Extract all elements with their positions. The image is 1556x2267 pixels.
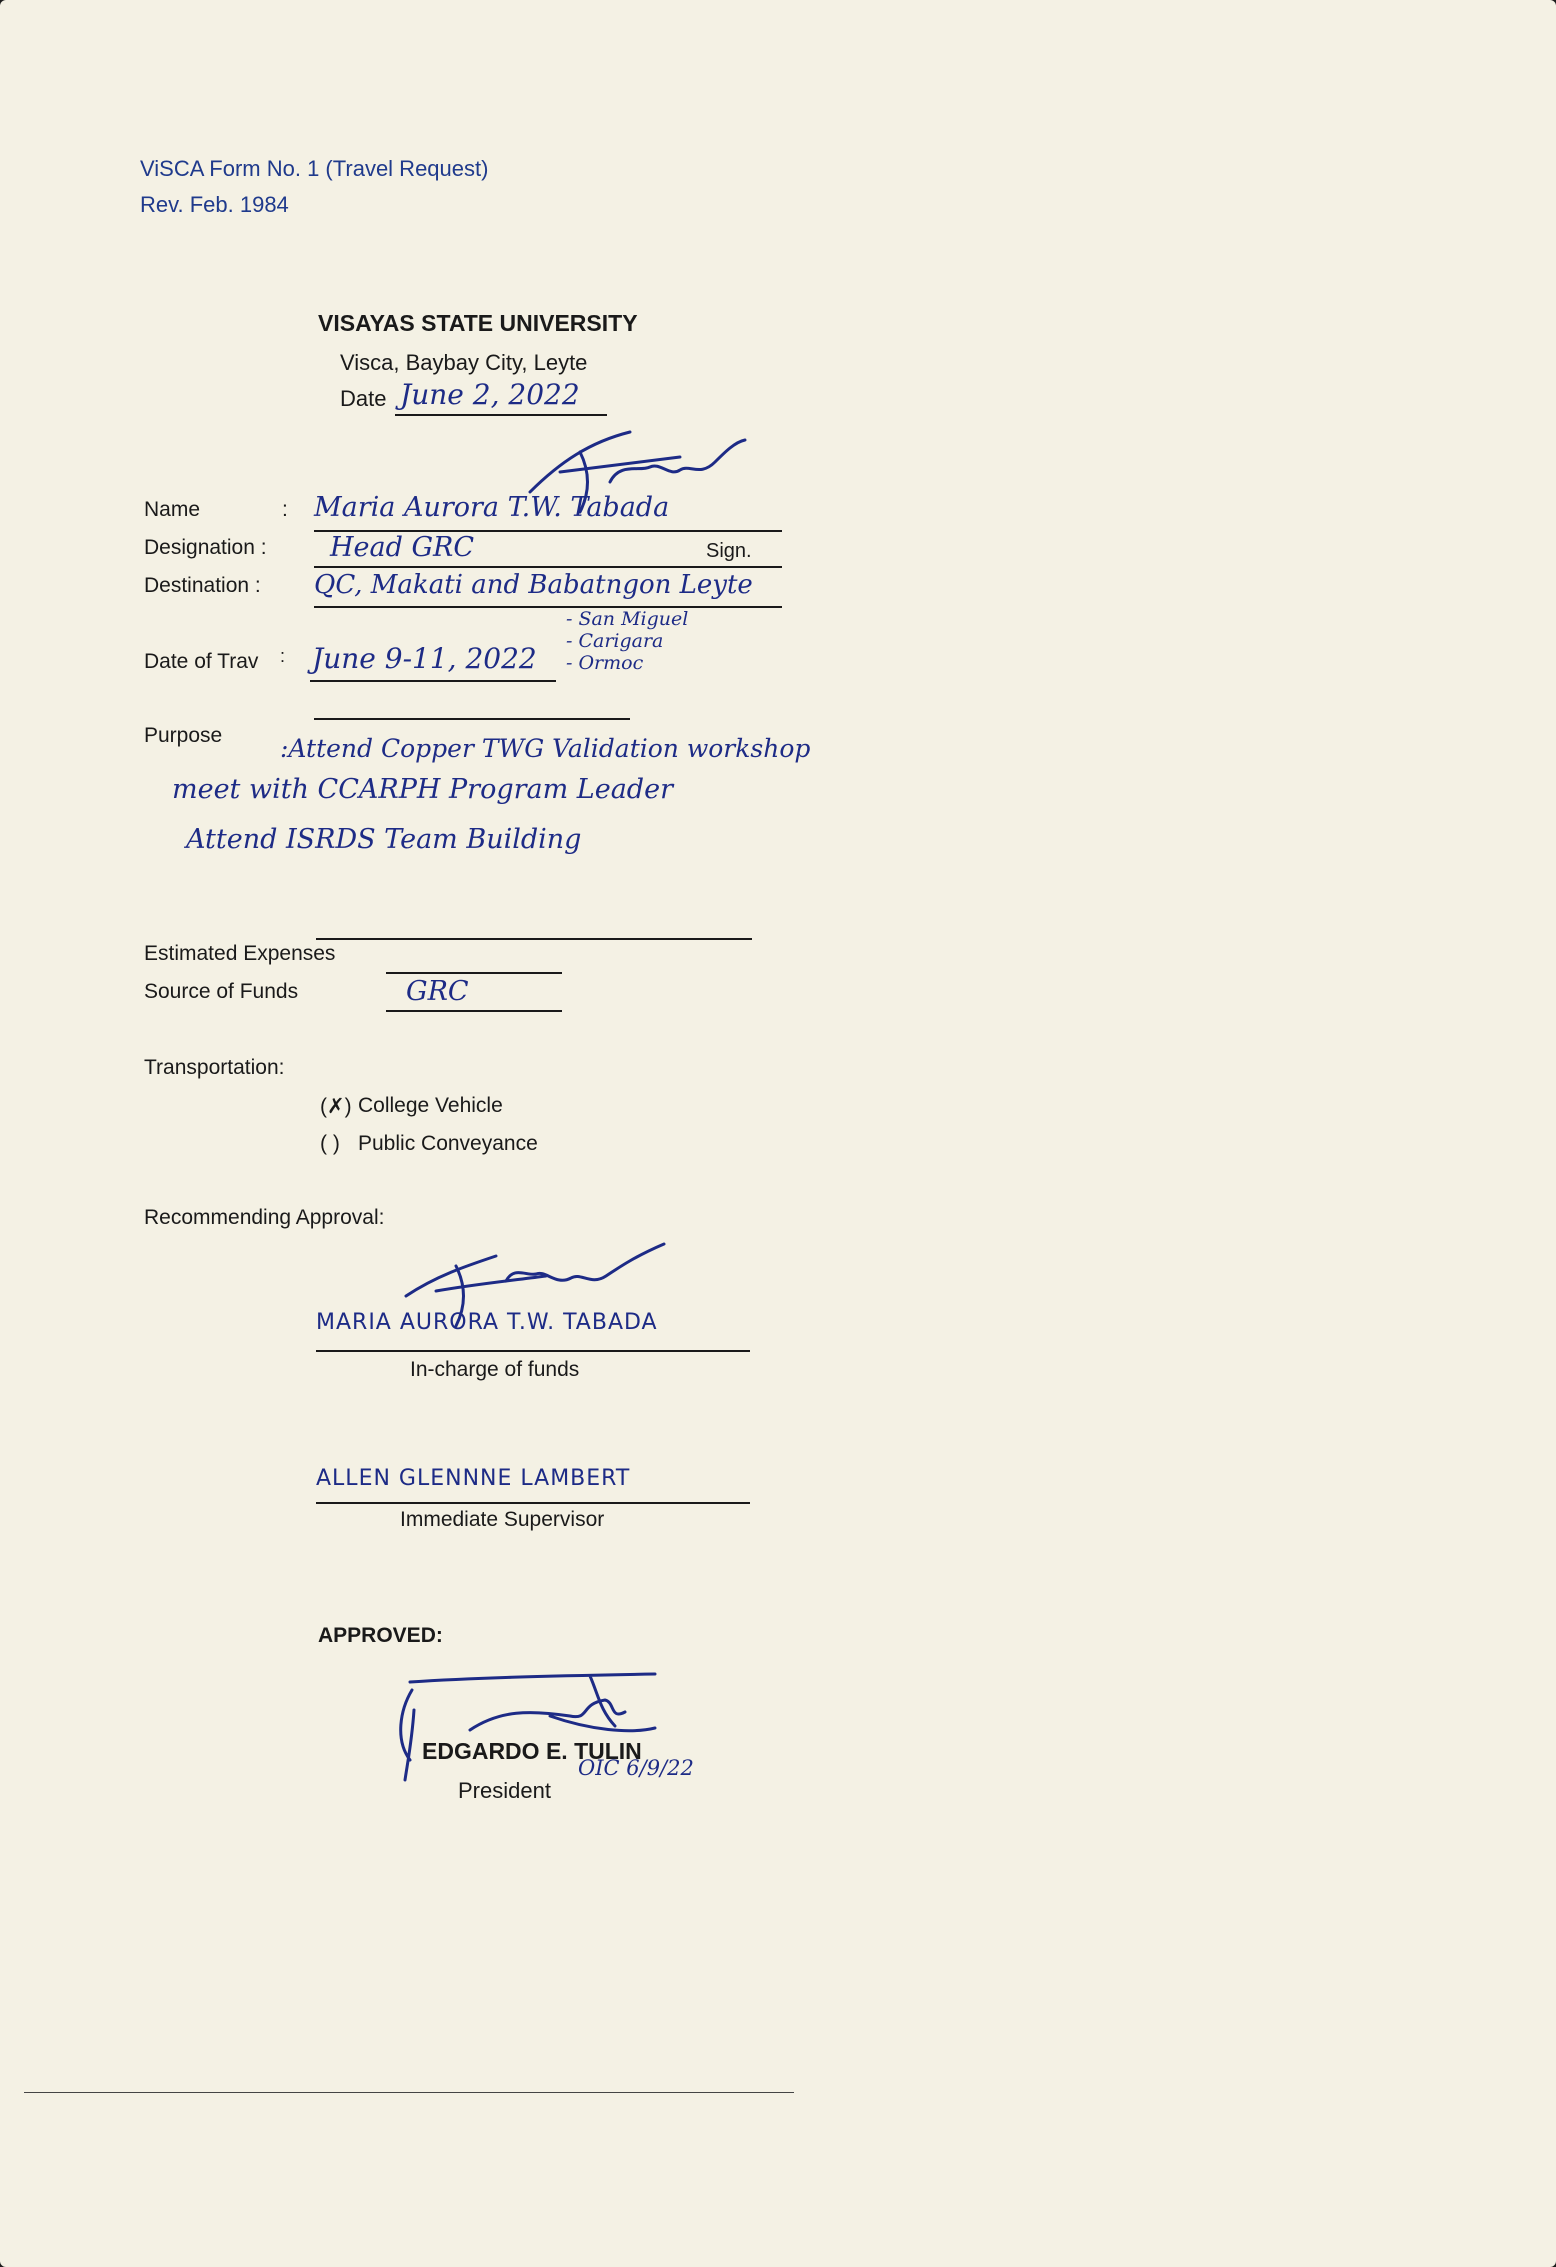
university-address: Visca, Baybay City, Leyte	[340, 350, 588, 375]
source-of-funds-line	[386, 1010, 562, 1012]
transport-public-label: Public Conveyance	[358, 1132, 538, 1155]
designation-value: Head GRC	[330, 532, 475, 563]
name-colon: :	[282, 498, 288, 521]
designation-line	[314, 566, 782, 568]
date-of-travel-value: June 9-11, 2022	[312, 642, 537, 675]
approved-label: APPROVED:	[318, 1624, 443, 1647]
designation-label: Designation :	[144, 536, 267, 559]
purpose-line-2: meet with CCARPH Program Leader	[172, 774, 673, 805]
destination-note-1: - San Miguel	[566, 608, 689, 630]
sign-label: Sign.	[706, 540, 752, 562]
transport-public-mark[interactable]: ( )	[320, 1132, 340, 1155]
source-of-funds-label: Source of Funds	[144, 980, 299, 1003]
name-label: Name	[144, 498, 201, 521]
blank-line-1	[314, 718, 630, 720]
recommender-1-line	[316, 1350, 750, 1352]
recommender-2-name: ALLEN GLENNNE LAMBERT	[316, 1466, 631, 1491]
bottom-rule	[24, 2092, 794, 2093]
destination-note-3: - Ormoc	[566, 652, 644, 674]
destination-value: QC, Makati and Babatngon Leyte	[314, 570, 753, 600]
purpose-line-1: :Attend Copper TWG Validation workshop	[280, 734, 811, 763]
university-name: VISAYAS STATE UNIVERSITY	[318, 310, 638, 336]
transport-college-mark[interactable]: (✗)	[320, 1095, 352, 1118]
purpose-line-3: Attend ISRDS Team Building	[186, 824, 582, 855]
estimated-expenses-line	[386, 972, 562, 974]
form-number: ViSCA Form No. 1 (Travel Request)	[140, 156, 489, 181]
blank-line-2	[316, 938, 752, 940]
form-revision: Rev. Feb. 1984	[140, 192, 289, 217]
recommender-1-role: In-charge of funds	[410, 1358, 580, 1381]
transportation-label: Transportation:	[144, 1056, 285, 1079]
date-line	[395, 414, 607, 416]
date-of-travel-colon: :	[280, 646, 286, 666]
date-value: June 2, 2022	[400, 378, 580, 411]
date-of-travel-label: Date of Trav	[144, 650, 259, 673]
source-of-funds-value: GRC	[406, 976, 469, 1007]
destination-note-2: - Carigara	[566, 630, 664, 652]
date-label: Date	[340, 386, 387, 411]
date-of-travel-line	[310, 680, 556, 682]
recommender-2-role: Immediate Supervisor	[400, 1508, 605, 1531]
approver-note: OIC 6/9/22	[578, 1756, 694, 1780]
purpose-label: Purpose	[144, 724, 223, 747]
transport-college-label: College Vehicle	[358, 1094, 503, 1117]
recommending-approval-label: Recommending Approval:	[144, 1206, 385, 1229]
destination-label: Destination :	[144, 574, 261, 597]
approver-name: EDGARDO E. TULIN	[422, 1738, 642, 1764]
destination-line	[314, 606, 782, 608]
estimated-expenses-label: Estimated Expenses	[144, 942, 336, 965]
approver-role: President	[458, 1778, 551, 1803]
recommender-2-line	[316, 1502, 750, 1504]
recommender-1-name: MARIA AURORA T.W. TABADA	[316, 1310, 658, 1335]
name-value: Maria Aurora T.W. Tabada	[314, 492, 670, 523]
